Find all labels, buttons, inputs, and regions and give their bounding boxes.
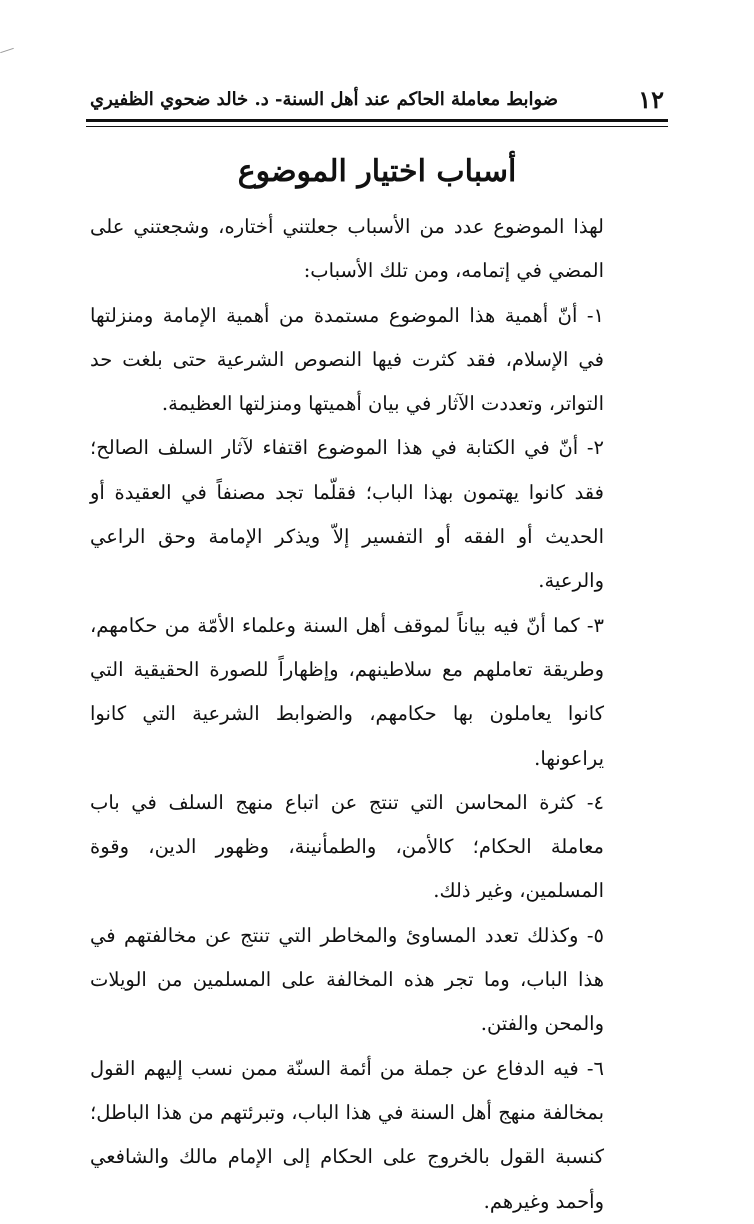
body-text <box>90 205 662 1224</box>
page-header <box>90 82 664 116</box>
reason-paragraph-4: ٤- كثرة المحاسن التي تنتج عن اتباع منهج السلف في باب معاملة الحكام؛ كالأمن، والطمأنينة، وظهور الدين، وقوة المسلمين، وغير ذلك. <box>90 790 604 903</box>
reason-paragraph-2: ٢- أنّ في الكتابة في هذا الموضوع اقتفاء لآثار السلف الصالح؛ فقد كانوا يهتمون بهذا الباب؛ فقلّما تجد مصنفاً في العقيدة أو الحديث أو الفقه أو التفسير إلاّ ويذكر الإمامة وحق الراعي والرعية. <box>90 436 604 593</box>
header-rule-thick <box>86 119 668 122</box>
page-number: ١٢ <box>638 84 664 114</box>
reason-paragraph-5: ٥- وكذلك تعدد المساوئ والمخاطر التي تنتج عن مخالفتهم في هذا الباب، وما تجر هذه المخالفة على المسلمين من الويلات والمحن والفتن. <box>90 923 604 1036</box>
reason-paragraph-3: ٣- كما أنّ فيه بياناً لموقف أهل السنة وعلماء الأمّة من حكامهم، وطريقة تعاملهم مع سلاطينهم، وإظهاراً للصورة الحقيقية التي كانوا يعاملون بها حكامهم، والضوابط الشرعية التي كانوا يراعونها. <box>90 613 604 770</box>
running-title: ضوابط معاملة الحاكم عند أهل السنة- د. خالد ضحوي الظفيري <box>90 88 559 110</box>
reason-paragraph-6: ٦- فيه الدفاع عن جملة من أئمة السنّة ممن نسب إليهم القول بمخالفة منهج أهل السنة في هذا الباب، وتبرئتهم من هذا الباطل؛ كنسبة القول بالخروج على الحكام إلى الإمام مالك والشافعي وأحمد وغيرهم. <box>90 1056 604 1213</box>
intro-paragraph: لهذا الموضوع عدد من الأسباب جعلتني أختاره، وشجعتني على المضي في إتمامه، ومن تلك الأسباب: <box>90 215 604 283</box>
page-edge-mark <box>0 48 14 53</box>
reason-paragraph-1: ١- أنّ أهمية هذا الموضوع مستمدة من أهمية الإمامة ومنزلتها في الإسلام، فقد كثرت فيها النصوص الشرعية حتى بلغت حد التواتر، وتعددت الآثار في بيان أهميتها ومنزلتها العظيمة. <box>90 303 604 416</box>
section-title: أسباب اختيار الموضوع <box>237 154 517 189</box>
header-rule-thin <box>86 126 668 127</box>
